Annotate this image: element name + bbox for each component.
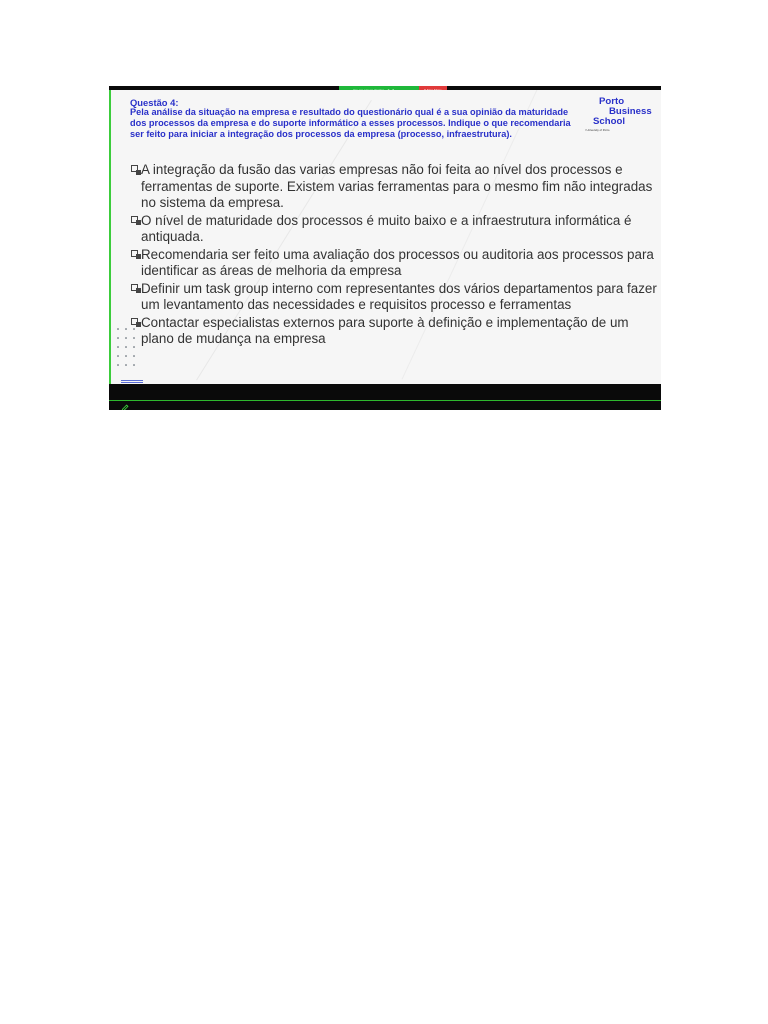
- decorative-dot-grid: [117, 326, 141, 370]
- list-item-text: A integração da fusão das varias empresas não foi feita ao nível dos processos e ferramentas de suporte. Existem varias ferramentas para o mesmo fim não integradas no sistema da empresa.: [141, 162, 653, 210]
- checkbox-bullet-icon: [131, 318, 138, 325]
- list-item-text: Recomendaria ser feito uma avaliação dos processos ou auditoria aos processos para identificar as áreas de melhoria da empresa: [141, 246, 654, 278]
- list-item: [130, 162, 660, 212]
- list-item: [130, 315, 660, 348]
- screen-share-window: [109, 86, 661, 410]
- list-item-text: O nível de maturidade dos processos é muito baixo e a infraestrutura informática é antiquada.: [141, 212, 632, 244]
- meeting-control-bar: [109, 384, 661, 410]
- logo-line-2: Business: [609, 106, 652, 117]
- pencil-icon[interactable]: [121, 404, 129, 410]
- checkbox-bullet-icon: [131, 165, 138, 172]
- question-text: Pela análise da situação na empresa e resultado do questionário qual é a sua opinião da maturidade dos processos da empresa e do suporte informático a esses processos. Indique o que recomendaria ser feito para iniciar a integração dos processos da empresa (processo, infraestrutura).: [130, 107, 571, 139]
- logo-line-3: School: [593, 116, 625, 127]
- question-title: Questão 4:: [130, 97, 179, 108]
- checkbox-bullet-icon: [131, 250, 138, 257]
- list-item: [130, 281, 660, 314]
- share-border-line: [109, 400, 661, 401]
- list-item: [130, 213, 660, 246]
- list-item: [130, 247, 660, 280]
- logo-line-1: Porto: [599, 96, 625, 107]
- presentation-slide: [109, 90, 661, 384]
- checkbox-bullet-icon: [131, 284, 138, 291]
- checkbox-bullet-icon: [131, 216, 138, 223]
- porto-business-school-logo: [585, 94, 661, 134]
- logo-subtitle: / University of Porto: [585, 128, 610, 132]
- answer-list: [130, 162, 660, 349]
- list-item-text: Contactar especialistas externos para suporte à definição e implementação de um plano de mudança na empresa: [141, 314, 629, 346]
- list-item-text: Definir um task group interno com representantes dos vários departamentos para fazer um levantamento das necessidades e requisitos processo e ferramentas: [141, 280, 657, 312]
